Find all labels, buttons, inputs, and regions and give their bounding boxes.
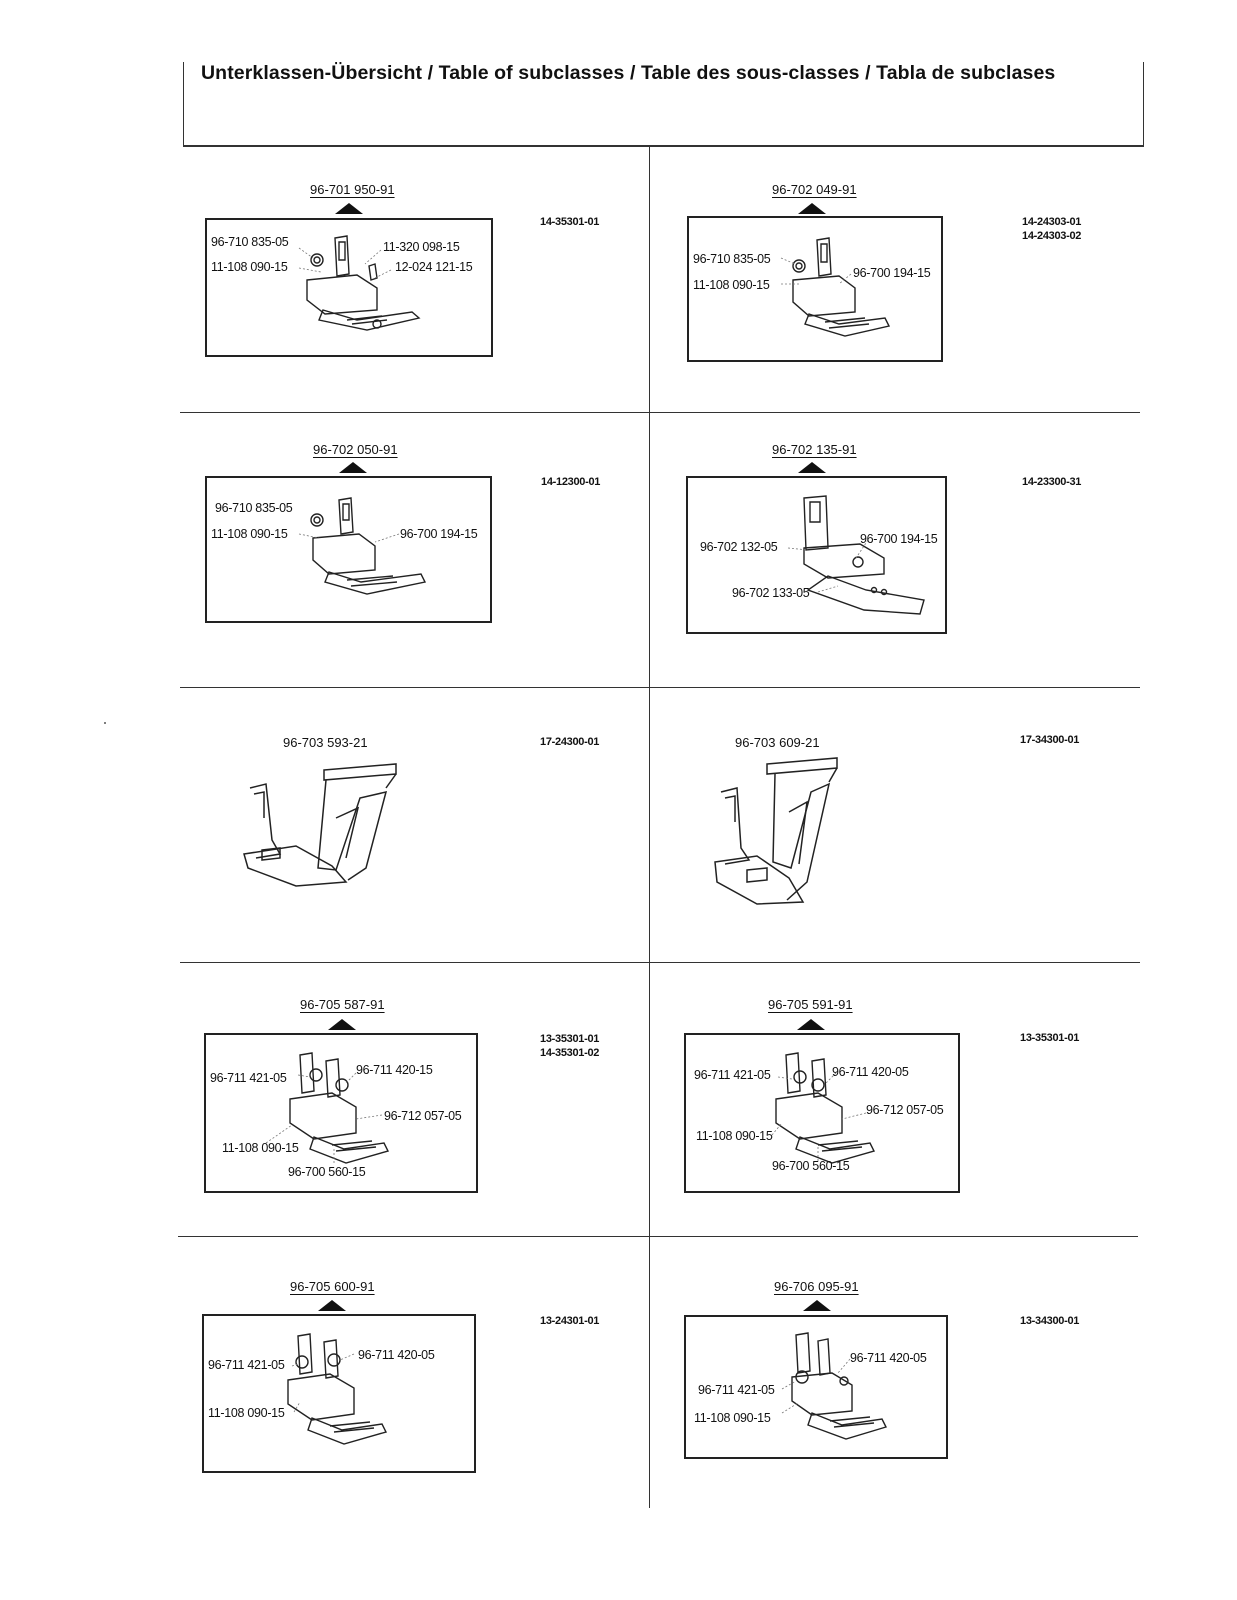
part-label: 96-700 194-15 — [860, 532, 938, 546]
header-left-border — [183, 62, 184, 146]
row-divider-1 — [180, 412, 1140, 413]
illustration-box — [684, 1315, 948, 1459]
assembly-number: 96-706 095-91 — [774, 1279, 859, 1294]
assembly-number: 96-702 049-91 — [772, 182, 857, 197]
part-label: 96-711 421-05 — [694, 1068, 771, 1082]
row-divider-3 — [180, 962, 1140, 963]
subclass-number: 14-24303-01 — [1022, 216, 1082, 228]
part-label: 96-700 560-15 — [288, 1165, 366, 1179]
illustration-box — [204, 1033, 478, 1193]
presser-foot-drawing — [707, 752, 847, 912]
pointer-triangle — [803, 1300, 831, 1311]
part-label: 96-711 421-05 — [210, 1071, 287, 1085]
part-label: 11-108 090-15 — [696, 1129, 773, 1143]
pointer-triangle — [797, 1019, 825, 1030]
subclass-number: 13-35301-01 — [1020, 1032, 1080, 1044]
part-label: 96-700 194-15 — [400, 527, 478, 541]
subclass-number: 13-34300-01 — [1020, 1315, 1080, 1327]
subclass-number: 13-24301-01 — [540, 1315, 600, 1327]
part-label: 96-710 835-05 — [211, 235, 289, 249]
center-divider — [649, 146, 650, 1508]
illustration-box — [684, 1033, 960, 1193]
illustration-box — [202, 1314, 476, 1473]
illustration-box — [205, 476, 492, 623]
subclass-number: 13-35301-01 — [540, 1033, 600, 1045]
part-label: 11-108 090-15 — [694, 1411, 771, 1425]
part-label: 96-712 057-05 — [384, 1109, 462, 1123]
assembly-number: 96-705 600-91 — [290, 1279, 375, 1294]
pointer-triangle — [335, 203, 363, 214]
pointer-triangle — [798, 462, 826, 473]
part-label: 96-711 420-05 — [850, 1351, 927, 1365]
pointer-triangle — [328, 1019, 356, 1030]
part-label: 11-108 090-15 — [211, 260, 288, 274]
part-label: 96-711 421-05 — [208, 1358, 285, 1372]
part-label: 96-711 420-05 — [358, 1348, 435, 1362]
part-label: 96-711 421-05 — [698, 1383, 775, 1397]
assembly-number: 96-702 135-91 — [772, 442, 857, 457]
presser-foot-drawing — [204, 1316, 478, 1475]
subclass-number: 17-34300-01 — [1020, 734, 1080, 746]
part-label: 96-711 420-15 — [356, 1063, 433, 1077]
subclass-number: 14-24303-02 — [1022, 230, 1082, 242]
part-label: 96-700 194-15 — [853, 266, 931, 280]
header-bottom-border — [183, 145, 1144, 147]
row-divider-2 — [180, 687, 1140, 688]
assembly-number: 96-705 587-91 — [300, 997, 385, 1012]
assembly-number: 96-705 591-91 — [768, 997, 853, 1012]
part-label: 96-711 420-05 — [832, 1065, 909, 1079]
illustration-box — [205, 218, 493, 357]
part-label: 96-700 560-15 — [772, 1159, 850, 1173]
page-title: Unterklassen-Übersicht / Table of subclasses / Table des sous-classes / Tabla de subclases — [201, 62, 1056, 84]
header-right-border — [1143, 62, 1144, 146]
part-label: 11-108 090-15 — [211, 527, 288, 541]
presser-foot-drawing — [236, 758, 436, 898]
assembly-number: 96-702 050-91 — [313, 442, 398, 457]
illustration-box — [687, 216, 943, 362]
assembly-number: 96-703 609-21 — [735, 735, 820, 750]
part-label: 12-024 121-15 — [395, 260, 473, 274]
assembly-number: 96-701 950-91 — [310, 182, 395, 197]
assembly-number: 96-703 593-21 — [283, 735, 368, 750]
part-label: 96-712 057-05 — [866, 1103, 944, 1117]
subclass-number: 14-35301-02 — [540, 1047, 600, 1059]
presser-foot-drawing — [688, 478, 949, 636]
part-label: 96-710 835-05 — [215, 501, 293, 515]
illustration-box — [686, 476, 947, 634]
part-label: 96-710 835-05 — [693, 252, 771, 266]
row-divider-4 — [178, 1236, 1138, 1237]
scan-mark — [104, 722, 106, 724]
subclass-number: 17-24300-01 — [540, 736, 600, 748]
part-label: 11-108 090-15 — [222, 1141, 299, 1155]
part-label: 96-702 133-05 — [732, 586, 810, 600]
subclass-number: 14-35301-01 — [540, 216, 600, 228]
part-label: 96-702 132-05 — [700, 540, 778, 554]
pointer-triangle — [318, 1300, 346, 1311]
subclass-number: 14-23300-31 — [1022, 476, 1082, 488]
pointer-triangle — [339, 462, 367, 473]
subclass-number: 14-12300-01 — [541, 476, 601, 488]
part-label: 11-108 090-15 — [208, 1406, 285, 1420]
part-label: 11-108 090-15 — [693, 278, 770, 292]
pointer-triangle — [798, 203, 826, 214]
part-label: 11-320 098-15 — [383, 240, 460, 254]
